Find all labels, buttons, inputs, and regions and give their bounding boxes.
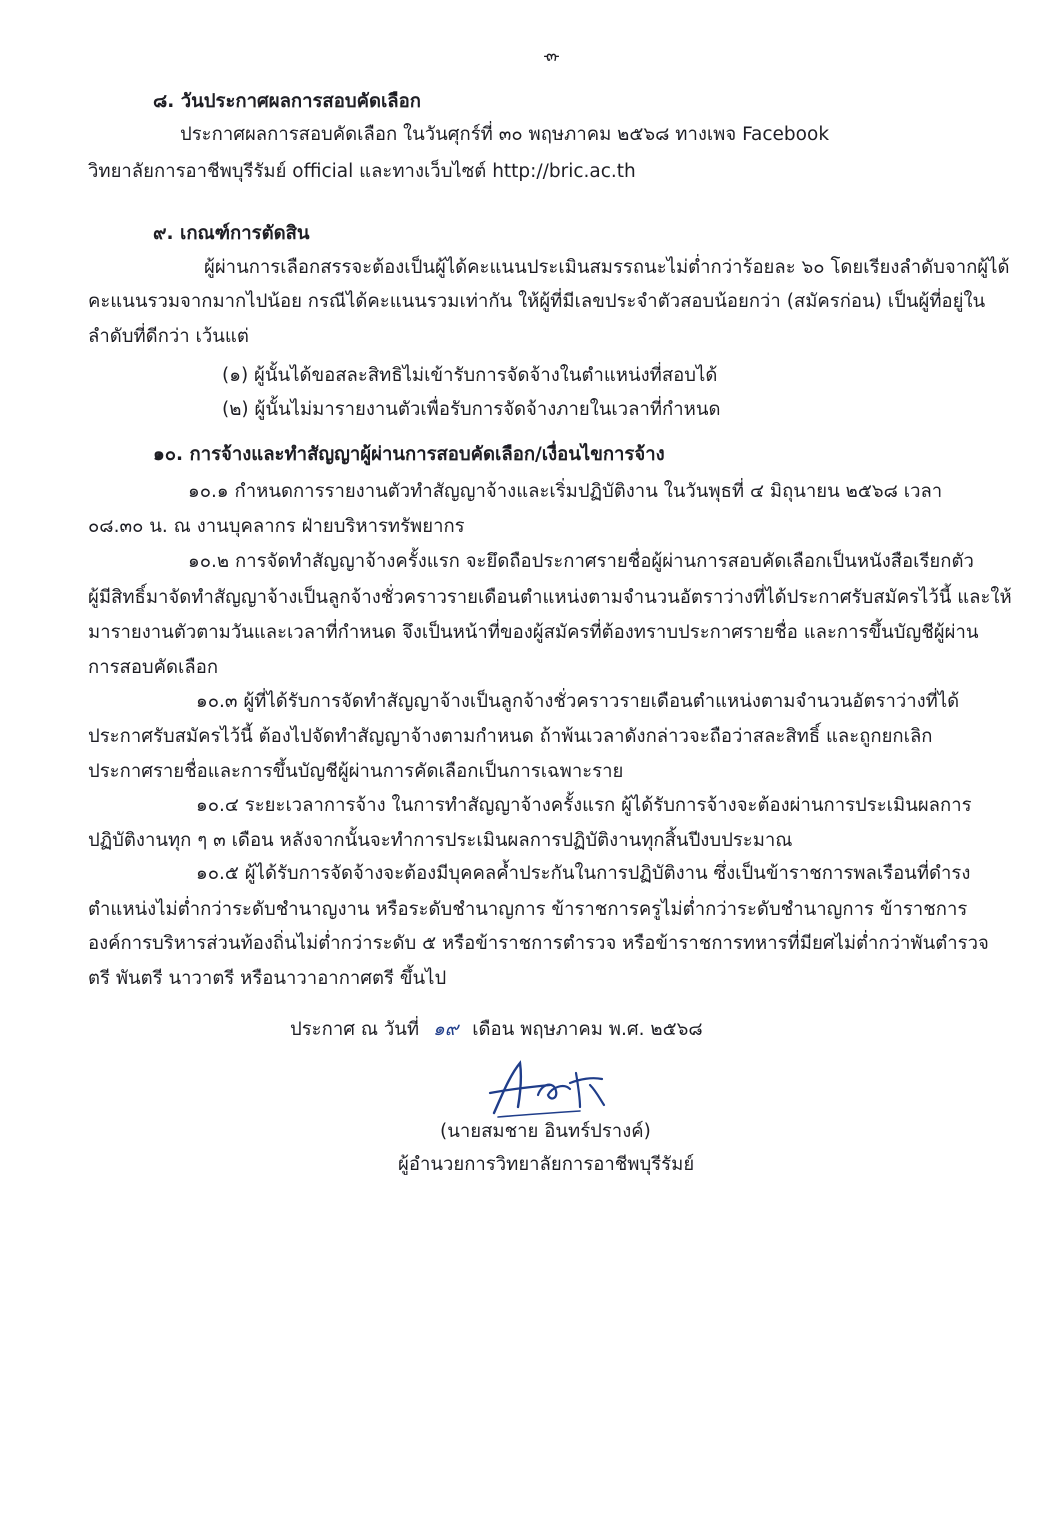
signer-name: (นายสมชาย อินทร์ปรางค์) <box>440 1121 651 1142</box>
section-10-2-line-3: มารายงานตัวตามวันและเวลาที่กำหนด จึงเป็นหน้าที่ของผู้สมัครที่ต้องทราบประกาศรายชื่อ และการขึ้นบัญชีผู้ผ่าน <box>88 622 979 643</box>
section-9-item-1: (๑) ผู้นั้นได้ขอสละสิทธิไม่เข้ารับการจัดจ้างในตำแหน่งที่สอบได้ <box>222 365 718 386</box>
section-9-line-3: ลำดับที่ดีกว่า เว้นแต่ <box>88 326 249 347</box>
page-number: -๓- <box>543 46 557 65</box>
section-8-line-1: ประกาศผลการสอบคัดเลือก ในวันศุกร์ที่ ๓๐ พฤษภาคม ๒๕๖๘ ทางเพจ Facebook <box>180 124 830 145</box>
section-10-5-line-2: ตำแหน่งไม่ต่ำกว่าระดับชำนาญงาน หรือระดับชำนาญการ ข้าราชการครูไม่ต่ำกว่าระดับชำนาญการ ข้าราชการ <box>88 899 968 920</box>
section-8-line-2: วิทยาลัยการอาชีพบุรีรัมย์ official และทางเว็บไซต์ http://bric.ac.th <box>88 161 636 182</box>
section-10-2-line-4: การสอบคัดเลือก <box>88 657 219 678</box>
section-9-heading: ๙. เกณฑ์การตัดสิน <box>153 223 310 244</box>
signer-title: ผู้อำนวยการวิทยาลัยการอาชีพบุรีรัมย์ <box>398 1154 695 1175</box>
section-10-heading: ๑๐. การจ้างและทำสัญญาผู้ผ่านการสอบคัดเลือก/เงื่อนไขการจ้าง <box>153 444 665 465</box>
section-10-5-line-3: องค์การบริหารส่วนท้องถิ่นไม่ต่ำกว่าระดับ ๕ หรือข้าราชการตำรวจ หรือข้าราชการทหารที่มียศไม่ต่ำกว่าพันตำรวจ <box>88 933 989 954</box>
handwritten-signature <box>480 1055 630 1125</box>
section-9-line-2: คะแนนรวมจากมากไปน้อย กรณีได้คะแนนรวมเท่ากัน ให้ผู้ที่มีเลขประจำตัวสอบน้อยกว่า (สมัครก่อน) เป็นผู้ที่อยู่ใน <box>88 291 986 312</box>
announcement-date <box>290 1018 703 1042</box>
announcement-month-label: เดือน <box>472 1019 515 1040</box>
section-9-line-1: ผู้ผ่านการเลือกสรรจะต้องเป็นผู้ได้คะแนนประเมินสมรรถนะไม่ต่ำกว่าร้อยละ ๖๐ โดยเรียงลำดับจากผู้ได้ <box>204 257 1010 278</box>
announcement-prefix: ประกาศ ณ วันที่ <box>290 1019 420 1040</box>
section-8-heading: ๘. วันประกาศผลการสอบคัดเลือก <box>153 91 421 112</box>
section-10-5-line-1: ๑๐.๕ ผู้ได้รับการจัดจ้างจะต้องมีบุคคลค้ำประกันในการปฏิบัติงาน ซึ่งเป็นข้าราชการพลเรือนที่ดำรง <box>196 863 971 884</box>
announcement-month-year: พฤษภาคม พ.ศ. ๒๕๖๘ <box>520 1019 703 1040</box>
section-10-5-line-4: ตรี พันตรี นาวาตรี หรือนาวาอากาศตรี ขึ้นไป <box>88 968 447 989</box>
section-10-4-line-2: ปฏิบัติงานทุก ๆ ๓ เดือน หลังจากนั้นจะทำการประเมินผลการปฏิบัติงานทุกสิ้นปีงบประมาณ <box>88 830 793 851</box>
section-10-1-line-1: ๑๐.๑ กำหนดการรายงานตัวทำสัญญาจ้างและเริ่มปฏิบัติงาน ในวันพุธที่ ๔ มิถุนายน ๒๕๖๘ เวลา <box>188 481 943 502</box>
section-10-1-line-2: ๐๘.๓๐ น. ณ งานบุคลากร ฝ่ายบริหารทรัพยากร <box>88 516 465 537</box>
section-10-3-line-1: ๑๐.๓ ผู้ที่ได้รับการจัดทำสัญญาจ้างเป็นลูกจ้างชั่วคราวรายเดือนตำแหน่งตามจำนวนอัตราว่างที่ได้ <box>196 691 960 712</box>
section-10-2-line-2: ผู้มีสิทธิ์มาจัดทำสัญญาจ้างเป็นลูกจ้างชั่วคราวรายเดือนตำแหน่งตามจำนวนอัตราว่างที่ได้ประกาศรับสมัครไว้นี้ และให้ <box>88 587 1012 608</box>
section-10-3-line-2: ประกาศรับสมัครไว้นี้ ต้องไปจัดทำสัญญาจ้างตามกำหนด ถ้าพ้นเวลาดังกล่าวจะถือว่าสละสิทธิ์ และถูกยกเลิก <box>88 726 933 747</box>
announcement-day: ๑๙ <box>433 1019 459 1040</box>
section-10-2-line-1: ๑๐.๒ การจัดทำสัญญาจ้างครั้งแรก จะยึดถือประกาศรายชื่อผู้ผ่านการสอบคัดเลือกเป็นหนังสือเรียกตัว <box>188 551 974 572</box>
section-10-3-line-3: ประกาศรายชื่อและการขึ้นบัญชีผู้ผ่านการคัดเลือกเป็นการเฉพาะราย <box>88 761 624 782</box>
section-9-item-2: (๒) ผู้นั้นไม่มารายงานตัวเพื่อรับการจัดจ้างภายในเวลาที่กำหนด <box>222 399 721 420</box>
section-10-4-line-1: ๑๐.๔ ระยะเวลาการจ้าง ในการทำสัญญาจ้างครั้งแรก ผู้ได้รับการจ้างจะต้องผ่านการประเมินผลการ <box>196 795 972 816</box>
